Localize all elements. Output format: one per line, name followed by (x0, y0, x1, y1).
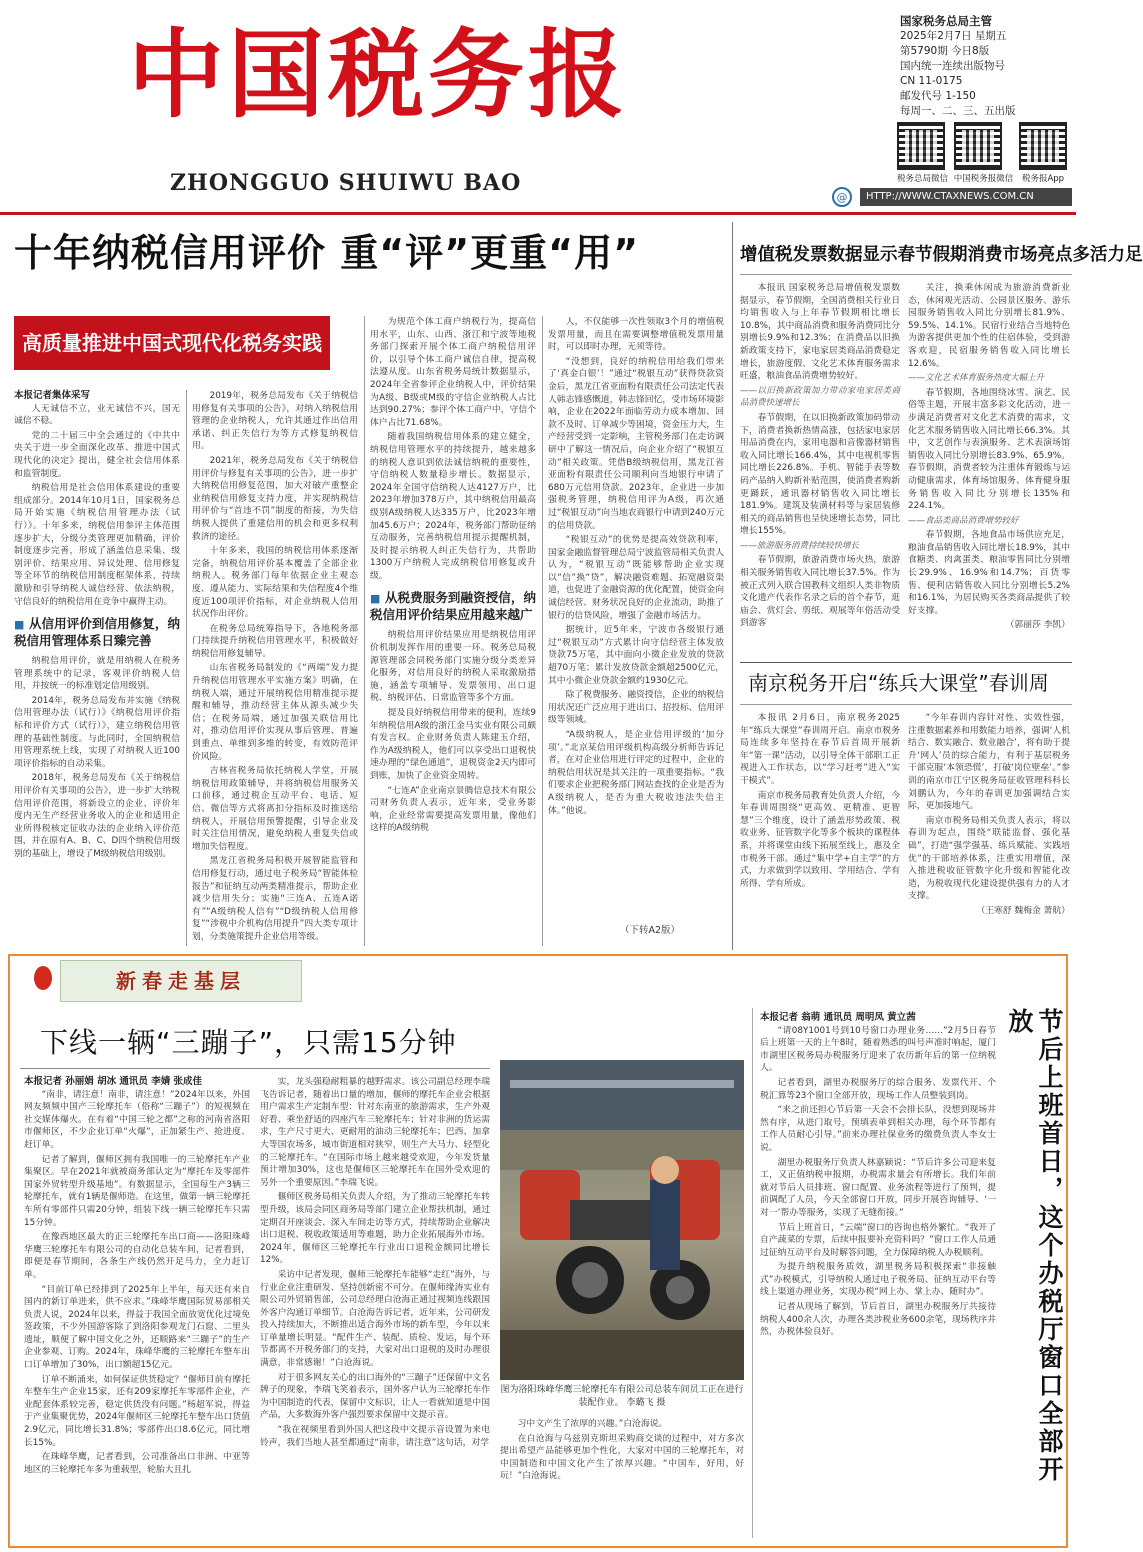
rule (740, 704, 1072, 705)
spring-column-2 (260, 1076, 490, 1538)
paragraph: 黑龙江省税务局积极开展智能监管和信用修复行动，通过电子税务局“智能体检报告”和征纳互动两类精准提示，帮助企业减少信用失分；实施“三连A、五连A诺有”“A级纳税人信有”“D级纳税人信用修复”“涉税中介机构信用提升”四大类专项计划，分类施策提升企业信用等级。 (192, 856, 358, 942)
postal-code: 邮发代号 1-150 (900, 90, 976, 102)
right-top-column-1 (740, 282, 900, 658)
masthead-title: 中国税务报 (128, 18, 628, 131)
lead-column-4 (548, 316, 724, 950)
lead-byline: 本报记者集体采写 (14, 390, 91, 401)
paragraph: 记者从现场了解到，节后首日，湖里办税服务厅共接待纳税人400余人次，办理各类涉税业务600余笔，现场秩序井然，办税体验良好。 (760, 1302, 996, 1338)
right-headline-1: 增值税发票数据显示春节假期消费市场亮点多活力足 (740, 245, 1143, 265)
spring-byline: 本报记者 孙丽娟 胡冰 通讯员 李婧 张成佳 (24, 1076, 203, 1087)
subhead-text: 从税费服务到融资授信，纳税信用评价结果应用越来越广 (370, 590, 536, 623)
paragraph: 为提升纳税服务质效，湖里税务局积极探索“非接触式”办税模式，引导纳税人通过电子税务局、征纳互动平台等线上渠道办理业务，实现办税“网上办、掌上办、随时办”。 (760, 1262, 996, 1298)
sponsor: 国家税务总局主管 (900, 14, 992, 28)
paragraph: 在白沧海与乌兹别克斯坦采购商交谈的过程中，对方多次提出希望产品能够更加个性化，大家对中国的三轮摩托车，对中国制造和中国文化产生了浓厚兴趣。“中国车，好用，好玩！”白沧海说。 (500, 1433, 744, 1482)
paragraph: 本报讯 2月6日，南京税务2025年“练兵大课堂”春训周开启。南京市税务局连续多年坚持在春节后首周开展新年“第一课”活动，以引导全体干部职工正视进入工作状态，以“学习赶考”进入“实干模式”。 (740, 713, 900, 786)
paragraph: 纳税信用评价结果应用是纳税信用评价机制发挥作用的重要一环。税务总局税源管理部会同税务部门实施分级分类差异化服务，对信用良好的纳税人采取激励措施，涵盖专项辅导、发票领用、出口退税、纳税评估、日常监管等多个方面。 (370, 630, 536, 704)
sidebar-rule (732, 222, 733, 950)
paragraph: 偃师区税务局相关负责人介绍，为了推动三轮摩托车转型升级，该局会同区商务局等部门建立企业帮扶机制，通过定期召开座谈会、深入车间走访等方式，持续帮助企业解决出口退税、税收政策适用等难题，助力企业拓展海外市场。2024年，偃师区三轮摩托车行业出口退税金额同比增长12%。 (260, 1192, 490, 1266)
paragraph: 十年多来，我国的纳税信用体系逐渐完备，纳税信用评价基本覆盖了全部企业纳税人。税务部门每年依据企业主观态度、遵从能力、实际结果和失信程度4个维度近100项评价指标，对企业纳税人信用状况作出评价。 (192, 546, 358, 620)
section-subhead: ——旅游服务消费持续较快增长 (740, 540, 860, 551)
column-rule (542, 316, 543, 946)
rule (20, 1068, 490, 1069)
spring-column-1 (24, 1076, 250, 1538)
paragraph: 采访中记者发现，偃师三轮摩托车能够“走红”海外，与行业企业注重研发、坚持创新密不可分。在偃师缘涛实业有限公司外贸销售部，公司总经理白沧海正通过视频连线跟国外客户沟通订单细节。白沧海告诉记者，近年来，公司研发投入持续加大，不断推出适合海外市场的新车型，今年以来订单量增长明显。“配件生产、装配、质检、发运，每个环节都离不开税务部门的支持，大家对出口退税的及时办理很满意，非常感谢！”白沧海说。 (260, 1269, 490, 1369)
paragraph: 2019年，税务总局发布《关于纳税信用修复有关事项的公告》，对纳入纳税信用管理的企业纳税人，允许其通过作出信用承诺、纠正失信行为等方式修复纳税信用。 (192, 391, 358, 452)
qr-block (1019, 122, 1067, 184)
paragraph: 2014年，税务总局发布并实施《纳税信用管理办法（试行）》《纳税信用评价指标和评价方式（试行）》，建立纳税信用管理的基础性制度。与此同时，全国纳税信用管理系统上线，实现了对纳税人近100项评价指标的自动采集。 (14, 695, 180, 769)
paragraph: “A级纳税人，是企业信用评级的‘加分项’。”北京某信用评级机构高级分析师告诉记者，在对企业信用进行评定的过程中，企业的纳税信用状况是其关注的一项重要指标。“我们要求企业把税务部门网站查找的企业是否为A级纳税人，是否为重大税收违法失信主体。”他说。 (548, 730, 724, 816)
paragraph: 对于很多网友关心的出口海外的“三蹦子”还保留中文名牌子的现象，李瑞飞笑着表示，国外客户认为三轮摩托车作为中国制造的代表，保留中文标识，让人一看就知道是中国产品，大多数海外客户强烈要求保留中文提示音。 (260, 1372, 490, 1421)
subhead-marker-icon: ■ (370, 592, 381, 606)
cn-number: CN 11-0175 (900, 75, 963, 87)
right-headline-2: 南京税务开启“练兵大课堂”春训周 (748, 671, 1049, 695)
paragraph: 关注，换乘休闲成为旅游消费新业态，休闲观光活动、公园景区服务、游乐园服务销售收入同比分别增长81.9%、59.5%、14.1%。民宿行业结合当地特色为游客提供更加个性的住宿体验，受到游客欢迎，民宿服务销售收入同比增长12.6%。 (908, 283, 1070, 369)
paragraph: “今年春训内容针对性、实效性强，注重数据素养和用数能力培养，强调‘人机结合、数实融合、数业融合’，将有助于提升‘网人’员的综合能力，有利于基层税务干部克服‘本领恐慌’，打破‘岗位壁垒’。”参训的南京市江宁区税务局征收管理科科长刘鹏认为，今年的春训更加强调结合实际，更加接地气。 (908, 713, 1070, 812)
lead-subhead-1 (14, 616, 180, 649)
at-logo-icon (830, 186, 854, 208)
qr-label: 税务报App (1021, 174, 1065, 184)
paragraph: 春节假期，各地围绕冰雪、演艺、民俗等主题，开展丰富多彩文化活动，进一步满足消费者对文化艺术消费的需求，文化艺术服务销售收入同比增长66.3%。其中，文艺创作与表演服务、艺术表演场馆销售收入同比分别增长83.9%、65.9%。春节假期，消费者较为注重体育锻炼与运动健康需求，体育场馆服务、体育健身服务销售收入同比分别增长135%和224.1%。 (908, 387, 1070, 512)
schedule: 每周一、二、三、五出版 (900, 105, 1016, 117)
rule (740, 274, 1072, 275)
cn-line: 国内统一连续出版物号 (900, 60, 1005, 72)
paragraph: 节后上班首日，“云端”窗口的咨询也格外繁忙。“我开了自产蔬菜的专票，后续申报要补充资料吗？”窗口工作人员通过征纳互动平台及时解答问题，全力保障纳税人办税顺利。 (760, 1222, 996, 1258)
paragraph: 春节假期，在以旧换新政策加码带动下，消费者换新热情高涨，包括家电家居用品消费在内，家用电器和音像器材销售收入同比增长166.4%，其中电视机零售同比增长226.8%。手机、智能手表等数码产品纳入购新补贴范围，使消费者购新更踊跃，通讯器材销售收入同比增长181.9%。建筑及装潢材料等与家居装修相关的商品销售也呈快速增长态势，同比增长155%。 (740, 412, 900, 537)
photo-caption: 图为洛阳珠峰华鹰三轮摩托车有限公司总装车间员工正在进行装配作业。 李璐飞 摄 (500, 1385, 744, 1408)
paragraph: 随着我国纳税信用体系的建立健全，纳税信用管理水平的持续提升，越来越多的纳税人意识到依法诚信纳税的重要性，守信纳税人数量稳步增长。数据显示，2024年全国守信纳税人达4127万户，比2023年增加378万户，其中纳税信用最高级别A级纳税人达335万户，比2023年增加45.6万户；2024年，税务部门帮助征纳互动服务，完善纳税信用提示提醒机制，及时提示纳税人纠正失信行为，共帮助1300万户纳税人完成纳税信用修复或升级。 (370, 432, 536, 581)
paragraph: “税银互动”的优势是提高效贷款利率，国家金融监督管理总局宁波监管局相关负责人认为，“税银互动”既能够帮助企业实现以“信”换“贷”，解决融资难题、拓宽融资渠道，也促进了金融资源的优化配置，使资金向诚信经营、财务状况良好的企业流动，助推了银行的信贷风险，增强了金融市场活力。 (548, 535, 724, 621)
spring-headline: 下线一辆“三蹦子”，只需15分钟 (40, 1026, 457, 1059)
paragraph: 实，龙头强稳耐粗暴的越野需求。该公司副总经理李瑞飞告诉记者，随着出口量的增加，偃师的摩托车企业会根据用户需求生产定制车型：针对东南亚的旅游需求，生产外观好看、乘坐舒适的四座汽车三轮摩托车；针对非洲的货运需求，生产尺寸更大、更耐用的油动三轮摩托车；巴西、加拿大等国农场多，城市街道相对狭窄，则生产大马力、轻型化的三轮摩托车。“在国际市场上越来越受欢迎，今年发货量预计增加30%，这也是偃师区三轮摩托车在国外受欢迎的另外一个重要原因。”李瑞飞说。 (260, 1077, 490, 1188)
paragraph: 在珠峰华鹰，记者看到，公司准备出口非洲、中亚等地区的三轮摩托车多为重载型，轮胎大且扎 (24, 1452, 250, 1475)
photo-illustration (500, 1060, 744, 1380)
qr-row (897, 122, 1067, 184)
paragraph: “七连A”企业南京景腾信息技术有限公司财务负责人表示，近年来，受业务影响，企业经常需要提高发票用量，像他们这样的A级纳税 (370, 785, 536, 834)
paragraph: “南非，请注意！南非，请注意！”2024年以来，外国网友频频中国产三轮摩托车（俗称“三蹦子”）的短视频在社交媒体爆火。在有着“中国三轮之都”之称的河南省洛阳市偃师区，不少企业订单“火爆”，正加紧生产、抢进度、赶订单。 (24, 1089, 250, 1150)
qr-code-icon[interactable] (954, 122, 1002, 170)
paragraph: 记者了解到，偃师区拥有我国唯一的三轮摩托车产业集聚区。早在2021年就被商务部认定为“摩托车及零部件国家外贸转型升级基地”。有数据显示，全国每生产3辆三轮摩托车，就有1辆是偃师造。在这里，做第一辆三轮摩托车所有零部件只需20分钟，组装下线一辆三轮摩托车只需15分钟。 (24, 1154, 250, 1228)
paragraph: 人，不仅能够一次性领取3个月的增值税发票用量，而且在需要调整增值税发票用量时，可以即时办理，无须等待。 (548, 317, 724, 353)
section-subhead: ——食品类商品消费增势较好 (908, 515, 1019, 526)
date-line: 2025年2月7日 星期五 (900, 30, 1007, 42)
paragraph: “我在视频里看到外国人把这段中文提示音设置为来电铃声，我们当地人甚至都通过“南非，请注意”这句话，对学 (260, 1425, 490, 1448)
website-link[interactable]: HTTP://WWW.CTAXNEWS.COM.CN (860, 188, 1072, 206)
masthead-pinyin: ZHONGGUO SHUIWU BAO (170, 170, 522, 196)
lead-headline: 十年纳税信用评价 重“评”更重“用” (14, 231, 640, 275)
paragraph: 南京市税务局相关负责人表示，将以春训为起点，围绕“联能监督、强化基础”，打造“强学强基、练兵赋能、实践培优”的干部培养体系，注重实用增值，深入推进税收征管数字化升级和智能化改造，为税收现代化建设提供强有力的人才支撑。 (908, 815, 1070, 902)
paragraph: 在税务总局统筹指导下，各地税务部门持续提升纳税信用管理水平，积极做好纳税信用修复辅导。 (192, 623, 358, 659)
issue-line: 第5790期 今日8版 (900, 45, 990, 57)
qr-code-icon[interactable] (1019, 122, 1067, 170)
paragraph: “请08Y1001号到10号窗口办理业务……”2月5日春节后上班第一天的上午8时，随着熟悉的叫号声准时响起，厦门市湖里区税务局办税服务厅迎来了农历新年后的第一位纳税人。 (760, 1025, 996, 1074)
paragraph: “来之前还担心节后第一天会不会排长队，没想到现场井然有序，从进门取号，预填表单到相关办理，每个环节都有工作人员耐心引导。”前来办理社保业务的缴费负责人李女士说。 (760, 1105, 996, 1153)
lead-column-1 (14, 390, 180, 950)
issue-info (900, 14, 1070, 119)
continue-note: （下转A2版） (620, 925, 681, 936)
qr-label: 中国税务报微信 (953, 174, 1014, 184)
paragraph: 订单不断涌来，如何保证供货稳定？“偃师目前有摩托车整车生产企业15家，还有209家摩托车零部件企业，产业配套体系较完善，稳定供货没有问题。”杨超军说，得益于产业集聚优势，2024年偃师区三轮摩托车整车出口货值2.9亿元，同比增长31.8%；零部件出口8.6亿元，同比增长15%。 (24, 1374, 250, 1448)
paragraph: 2021年，税务总局发布《关于纳税信用评价与修复有关事项的公告》，进一步扩大纳税信用修复范围，加大对破产重整企业纳税信用修复支持力度，并实现纳税信用评价与“首违不罚”制度的衔接，为失信纳税人提供了重建信用的机会和更多权利救济的途径。 (192, 455, 358, 542)
section-tag: 新春走基层 (60, 960, 302, 1002)
credit: （郭丽莎 李凯） (1005, 620, 1070, 631)
lantern-icon (34, 966, 52, 990)
paragraph: 湖里办税服务厅负责人林嘉颖说：“节后许多公司迎来复工，又正值纳税申报期，办税需求量会有所增长。我们年前就对节后人员排班、窗口配置、业务流程等进行了预判，提前调配了人员，今天全部窗口开放，同步开展咨询辅导、‘一对一’帮办等服务，实现了无缝衔接。” (760, 1157, 996, 1218)
subhead-text: 从信用评价到信用修复，纳税信用管理体系日臻完善 (14, 616, 180, 649)
paragraph: 本报讯 国家税务总局增值税发票数据显示，春节假期，全国消费相关行业日均销售收入与上年春节假期相比增长10.8%，其中商品消费和服务消费同比分别增长9.9%和12.3%；在消费品以旧换新政策支持下，家电家居类商品消费稳定增长，旅游度假、文化艺术体育服务需求旺盛，粮油食品消费增势较好。 (740, 283, 900, 382)
paragraph: 山东省税务局制发的《“两端”发力提升纳税信用管理水平实施方案》明确，在纳税人端，通过开展纳税信用精准提示提醒和辅导，推动经营主体从源头减少失信；在税务局端，通过加强关联信用比对，推动信用评价实现从事后管理、普遍到重点、单维到多维的转变，有效防范评价风险。 (192, 663, 358, 762)
credit: （王寒舒 魏梅金 萧航） (976, 905, 1070, 916)
paragraph: 习中文产生了浓厚的兴趣。”白沧海说。 (517, 1419, 668, 1429)
factory-photo (500, 1060, 744, 1380)
paragraph: 党的二十届三中全会通过的《中共中央关于进一步全面深化改革、推进中国式现代化的决定》提出，健全社会信用体系和监管制度。 (14, 430, 180, 479)
paragraph: 春节假期，旅游消费市场火热，旅游相关服务销售收入同比增长37.5%。作为被正式列入联合国教科文组织人类非物质文化遗产代表作名录之后的首个春节，逛庙会、赏灯会、剪纸、观展等年俗活动受到游客 (740, 555, 900, 629)
paragraph: “没想到，良好的纳税信用给我们带来了‘真金白银’！”通过“税银互动”获得贷款资金后，黑龙江省亚面粉有限责任公司法定代表人韩志锋感慨道，韩志锋回忆，受市场环境影响，企业在2022年面临劳动力成本增加、回款不及时、订单减少等困境，资金压力大，生产经营受到一定影响，主管税务部门在走访调研中了解这一情况后，向企业介绍了“税银互动”相关政策。凭借B级纳税信用，黑龙江省亚面粉有限责任公司顺利向当地银行申请了680万元信用贷款。2023年，企业进一步加强税务管理，纳税信用评为A级，再次通过“税银互动”向当地农商银行申请到240万元的信用贷款。 (548, 356, 724, 531)
qr-block (954, 122, 1014, 184)
paragraph: 记者看到，湖里办税服务厅的综合服务、发票代开、个税汇算等23个窗口全部开放，现场工作人员整装到岗。 (760, 1077, 996, 1101)
paragraph: 为规范个体工商户纳税行为，提高信用水平，山东、山西、浙江和宁波等地税务部门探索开展个体工商户纳税信用评价，以引导个体工商户诚信自律，提高税法遵从度。山东省税务局统计数据显示，2024年全省参评企业纳税人中，评价结果为A级、B级或M级的守信企业纳税人占比达到90.27%；参评个体工商户中，守信个体户占比71.68%。 (370, 317, 536, 428)
lead-column-2 (192, 390, 358, 950)
side-vertical-title: 节后上班首日，这个办税厅窗口全部开放 (1005, 1008, 1064, 1484)
right-top-column-2 (908, 282, 1070, 658)
right-mid-column-1 (740, 712, 900, 948)
column-rule (186, 390, 187, 946)
svg-text:@: @ (836, 191, 848, 204)
subhead-marker-icon: ■ (14, 618, 25, 632)
paragraph: 纳税信用评价，就是用纳税人在税务管理系统中的记录，客观评价纳税人信用，并按统一的标准划定信用级别。 (14, 656, 180, 692)
right-mid-column-2 (908, 712, 1070, 948)
rule (740, 662, 1072, 663)
side-byline: 本报记者 翁萌 通讯员 周明凤 黄立茜 (760, 1012, 916, 1023)
lead-subhead-2 (370, 590, 536, 623)
paragraph: 南京市税务局教育处负责人介绍，今年春训周围绕“更高效、更精准、更智慧”三个维度，设计了涵盖形势政策、税收业务、征管数字化等多个板块的课程体系，并将课堂由线下拓展至线上，惠及全市税务干部。通过“集中学+自主学”的方式，力求做到学以致用、学用结合、学有所得、学有所成。 (740, 790, 900, 889)
spring-column-3 (500, 1418, 744, 1538)
qr-block (897, 122, 948, 184)
spring-side-column (760, 1012, 996, 1538)
lead-column-3 (370, 316, 536, 950)
qr-label: 税务总局微信 (897, 174, 949, 184)
paragraph: 除了税费服务、融资授信，企业的纳税信用状况还广泛应用于进出口、招投标、信用评级等领域。 (548, 690, 724, 726)
paragraph: 2018年，税务总局发布《关于纳税信用评价有关事项的公告》，进一步扩大纳税信用评价范围，将新设立的企业、评价年度内无生产经营业务收入的企业和适用企业所得税核定征收办法的企业纳入评价范围，并在原有A、B、C、D四个纳税信用级别的基础上，增设了M级纳税信用级别。 (14, 773, 180, 859)
series-banner: 高质量推进中国式现代化税务实践 (14, 316, 330, 370)
column-rule (364, 316, 365, 946)
section-subhead: ——文化艺术体育服务热度大幅上升 (908, 373, 1045, 384)
paragraph: “目前订单已经排到了2025年上半年，每天还有来自国内的新订单进来，供不应求。”珠峰华鹰国际贸易部相关负责人说，2024年以来，得益于我国全面放宽优化过境免签政策，不少外国游客除了到洛阳参观龙门石窟、二里头遗址，顺便了解中国文化之外，还顺路来“三蹦子”的生产企业参观、订购。2024年，珠峰华鹰的三轮摩托车整车出口订单增加了30%，出口额超15亿元。 (24, 1284, 250, 1371)
paragraph: 人无诚信不立，业无诚信不兴，国无诚信不稳。 (14, 403, 180, 427)
masthead-divider (0, 212, 1076, 215)
column-rule (752, 1008, 753, 1538)
qr-code-icon[interactable] (897, 122, 945, 170)
paragraph: 在豫西地区最大的正三轮摩托车出口商——洛阳珠峰华鹰三轮摩托车有限公司的自动化总装车间，记者看到，即便是春节期间，各条生产线仍然开足马力，全力赶订单。 (24, 1232, 250, 1280)
paragraph: 春节假期，各地食品市场供应充足，粮油食品销售收入同比增长18.9%，其中食糖类、肉禽蛋类、粮油零售同比分别增长29.9%、16.9%和14.7%；百货零售、便利店销售收入同比分别增长5.2%和16.1%，为居民购买各类商品提供了较好支撑。 (908, 530, 1070, 616)
paragraph: 据统计，近5年来，宁波市各级银行通过“税银互动”方式累计向守信经营主体发放贷款75万笔，其中面向小微企业发放的贷款超70万笔；累计发放贷款金额超2500亿元，其中小微企业贷款金额约1930亿元。 (548, 625, 724, 686)
paragraph: 纳税信用是社会信用体系建设的重要组成部分。2014年10月1日，国家税务总局开始实施《纳税信用管理办法（试行）》。十年多来，纳税信用参评主体范围逐步扩大，分级分类管理更加精确，评价制度逐步完善，形成了涵盖信息采集、级别评价、结果应用、异议处理、信用修复等全环节的纳税信用制度框架体系，持续激励和引导纳税人诚信经营、依法纳税，守信良好的纳税信用在竞争中赢得主动。 (14, 483, 180, 607)
paragraph: 吉林省税务局依托纳税人学堂，开展纳税信用政策辅导，并将纳税信用服务关口前移，通过税企互动平台、电话、短信、微信等方式将离扣分指标及时推送给纳税人，开展信用预警提醒，引导企业及时关注信用情况，避免纳税人重复失信或增加失信程度。 (192, 766, 358, 852)
section-subhead: ——以旧换新政策加力带动家电家居类商品消费快速增长 (740, 385, 900, 409)
paragraph: 提及良好纳税信用带来的便利，连续9年纳税信用A级的浙江金马实业有限公司颇有发言权。企业财务负责人陈建玉介绍，作为A级纳税人，他们可以享受出口退税快速办理的“绿色通道”，退税资金2天内即可到账，加快了企业资金周转。 (370, 708, 536, 781)
